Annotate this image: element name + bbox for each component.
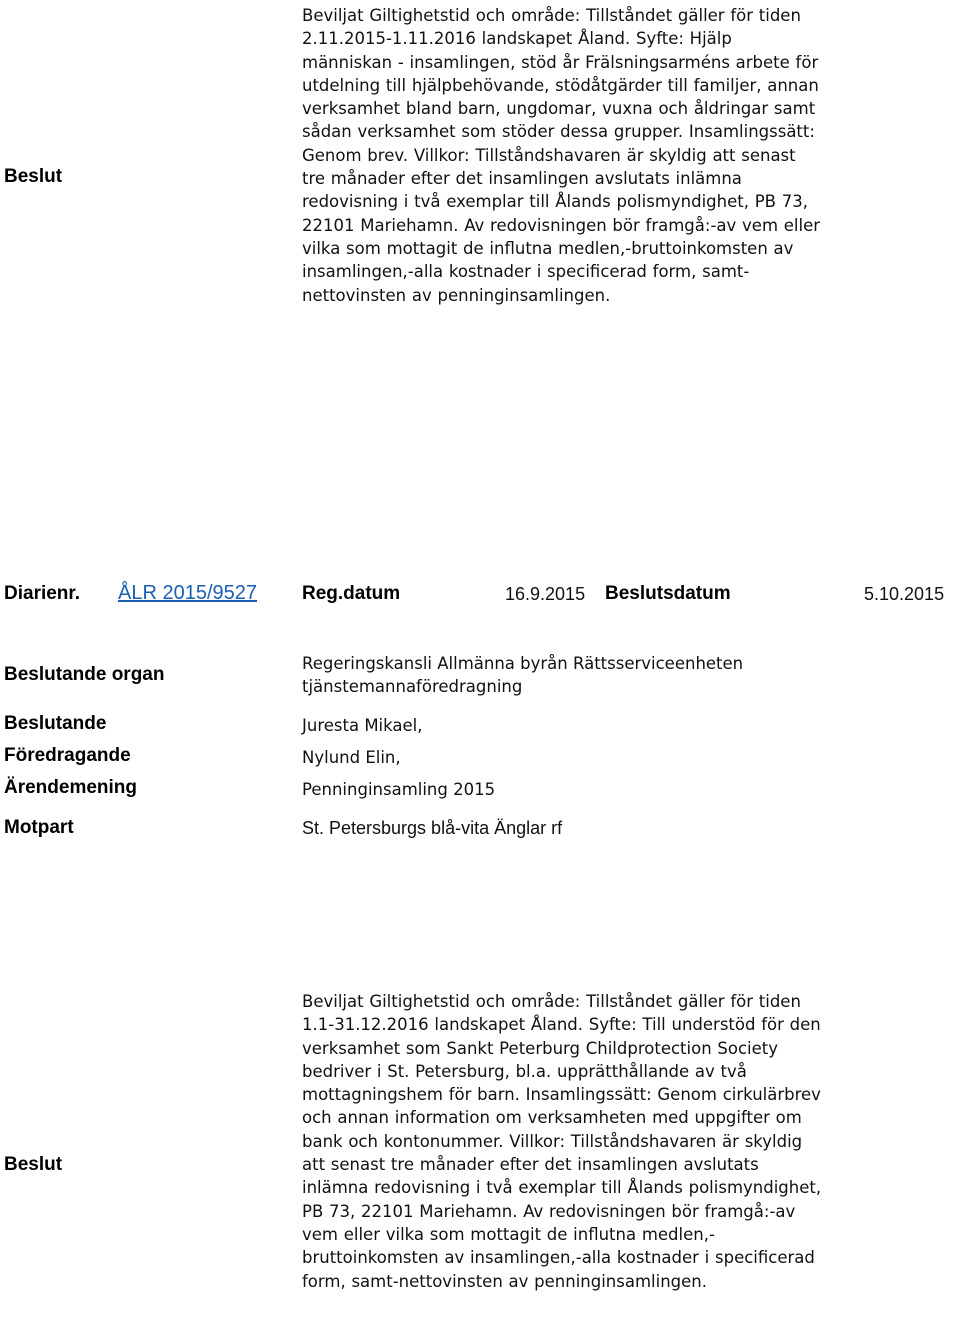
decision-label: Beslut [4,166,63,187]
organ-label: Beslutande organ [4,664,165,685]
regdatum-label: Reg.datum [302,583,401,604]
beslutande-value: Juresta Mikael, [302,716,423,735]
arendemening-label: Ärendemening [4,777,138,798]
decision-label-2: Beslut [4,1154,63,1175]
decision-text: Beviljat Giltighetstid och område: Tillståndet gäller för tiden 2.11.2015-1.11.2016 landskapet Åland. Syfte: Hjälp människan - insamlingen, stöd år Frälsningsarméns arbete för utdelning till hjälpbehövande, stödåtgärder till familjer, annan verksamhet bland barn, ungdomar, vuxna och åldringar samt sådan verksamhet som stöder dessa grupper. Insamlingssätt: Genom brev. Villkor: Tillståndshavaren är skyldig att senast tre månader efter det insamlingen avslutats inlämna redovisning i två exemplar till Ålands polismyndighet, PB 73, 22101 Mariehamn. Av redovisningen bör framgå:-av vem eller vilka som mottagit de influtna medlen,-bruttoinkomsten av insamlingen,-alla kostnader i specificerad form, samt-nettovinsten av penninginsamlingen. [302,6,821,305]
regdatum-value: 16.9.2015 [505,584,586,604]
foredragande-label: Föredragande [4,745,131,766]
motpart-label: Motpart [4,817,74,838]
arendemening-value: Penninginsamling 2015 [302,780,496,799]
beslutsdatum-value: 5.10.2015 [864,584,945,604]
beslutsdatum-label: Beslutsdatum [605,583,731,604]
diarienr-link[interactable]: ÅLR 2015/9527 [118,582,258,604]
diarienr-label: Diarienr. [4,583,81,604]
decision-text-2: Beviljat Giltighetstid och område: Tillståndet gäller för tiden 1.1-31.12.2016 landskapet Åland. Syfte: Till understöd för den verksamhet som Sankt Peterburg Childprotection Society bedriver i St. Petersburg, bl.a. upprätthållande av två mottagningshem för barn. Insamlingssätt: Genom cirkulärbrev och annan information om verksamheten med uppgifter om bank och kontonummer. Villkor: Tillståndshavaren är skyldig att senast tre månader efter det insamlingen avslutats inlämna redovisning i två exemplar till Ålands polismyndighet, PB 73, 22101 Mariehamn. Av redovisningen bör framgå:-av vem eller vilka som mottagit de influtna medlen,-bruttoinkomsten av insamlingen,-alla kostnader i specificerad form, samt-nettovinsten av penninginsamlingen. [302,992,822,1291]
motpart-value: St. Petersburgs blå-vita Änglar rf [302,818,563,838]
foredragande-value: Nylund Elin, [302,748,401,767]
organ-value: Regeringskansli Allmänna byrån Rättsserviceenheten tjänstemannaföredragning [302,654,744,697]
beslutande-label: Beslutande [4,713,107,734]
